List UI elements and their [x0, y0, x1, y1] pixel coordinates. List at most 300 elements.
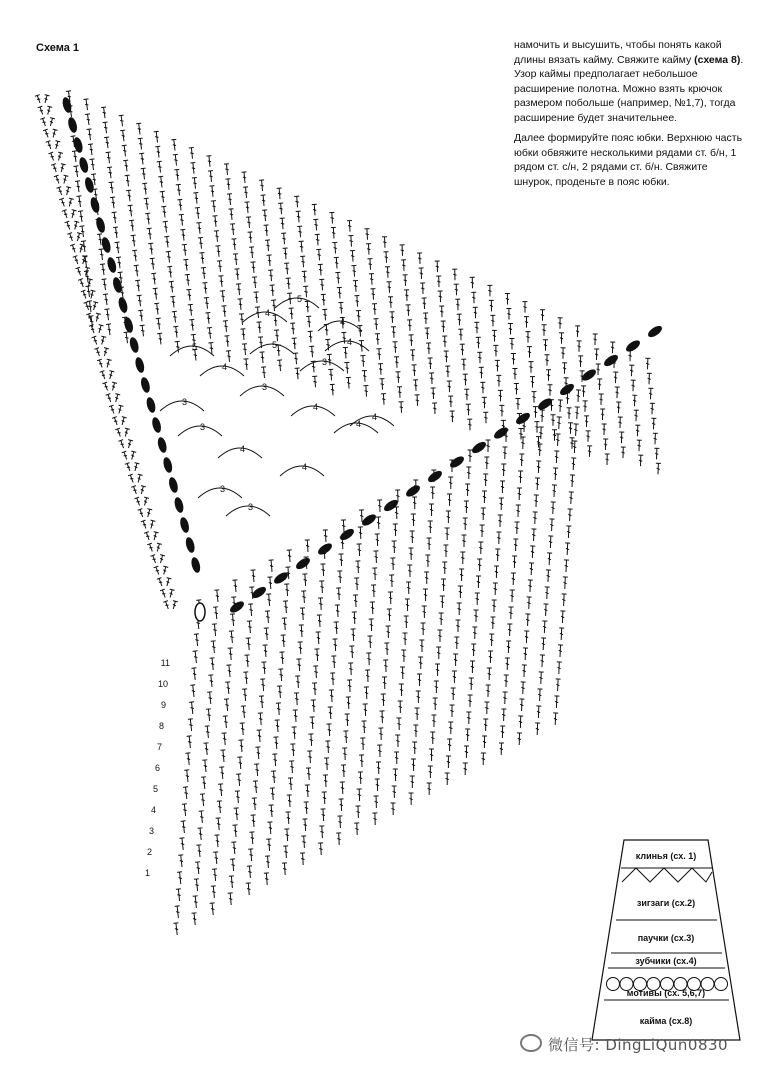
double-crochet-stitch — [547, 553, 552, 565]
double-crochet-stitch — [137, 295, 143, 307]
double-crochet-stitch — [312, 204, 318, 215]
double-crochet-stitch — [448, 396, 453, 407]
double-crochet-stitch — [426, 343, 431, 354]
double-crochet-stitch — [38, 106, 45, 115]
double-crochet-stitch — [229, 876, 235, 888]
double-crochet-stitch — [120, 417, 127, 426]
double-crochet-stitch — [542, 325, 547, 336]
double-crochet-stitch — [528, 362, 533, 373]
double-crochet-stitch — [307, 751, 313, 763]
double-crochet-stitch — [78, 279, 85, 288]
double-crochet-stitch — [354, 823, 359, 835]
double-crochet-stitch — [144, 198, 150, 210]
double-crochet-stitch — [369, 274, 375, 285]
double-crochet-stitch — [380, 711, 385, 723]
double-crochet-stitch — [154, 566, 161, 575]
double-crochet-stitch — [158, 555, 165, 564]
double-crochet-stitch — [424, 572, 429, 584]
double-crochet-stitch — [246, 217, 252, 228]
double-crochet-stitch — [109, 182, 115, 194]
double-crochet-stitch — [422, 298, 427, 309]
double-crochet-stitch — [602, 424, 607, 435]
double-crochet-stitch — [388, 297, 393, 308]
double-crochet-stitch — [147, 228, 153, 240]
double-crochet-stitch — [205, 313, 211, 324]
chain-stitch — [492, 425, 510, 441]
double-crochet-stitch — [94, 313, 101, 322]
double-crochet-stitch — [168, 589, 175, 598]
double-crochet-stitch — [401, 260, 406, 271]
double-crochet-stitch — [296, 211, 302, 222]
double-crochet-stitch — [570, 475, 575, 487]
double-crochet-stitch — [100, 371, 107, 380]
double-crochet-stitch — [150, 555, 157, 564]
double-crochet-stitch — [103, 122, 109, 134]
double-crochet-stitch — [504, 675, 509, 687]
double-crochet-stitch — [267, 822, 273, 834]
double-crochet-stitch — [273, 315, 279, 326]
double-crochet-stitch — [293, 353, 299, 364]
double-crochet-stitch — [568, 492, 573, 504]
double-crochet-stitch — [48, 118, 55, 127]
motif-number: 4 — [240, 444, 246, 454]
double-crochet-stitch — [464, 501, 469, 513]
double-crochet-stitch — [436, 647, 441, 659]
double-crochet-stitch — [324, 758, 330, 770]
motif-number: 4 — [356, 419, 362, 429]
double-crochet-stitch — [278, 669, 284, 681]
double-crochet-stitch — [142, 183, 148, 195]
double-crochet-stitch — [442, 562, 447, 574]
double-crochet-stitch — [239, 314, 245, 325]
double-crochet-stitch — [65, 221, 72, 230]
section-label-border: кайма (сх.8) — [639, 1016, 693, 1026]
double-crochet-stitch — [553, 713, 558, 725]
double-crochet-stitch — [543, 340, 548, 351]
double-crochet-stitch — [562, 577, 567, 589]
double-crochet-stitch — [352, 612, 357, 624]
double-crochet-stitch — [422, 606, 427, 618]
double-crochet-stitch — [151, 273, 157, 285]
double-crochet-stitch — [476, 576, 481, 588]
double-crochet-stitch — [225, 179, 231, 190]
double-crochet-stitch — [453, 654, 458, 666]
double-crochet-stitch — [283, 846, 289, 858]
double-crochet-stitch — [265, 240, 271, 251]
double-crochet-stitch — [234, 808, 240, 820]
double-crochet-stitch — [157, 578, 164, 587]
double-crochet-stitch — [261, 367, 267, 378]
double-crochet-stitch — [126, 440, 133, 449]
double-crochet-stitch — [420, 283, 425, 294]
double-crochet-stitch — [164, 578, 171, 587]
double-crochet-stitch — [218, 784, 224, 796]
double-crochet-stitch — [568, 423, 573, 434]
double-crochet-stitch — [458, 586, 463, 598]
double-crochet-stitch — [258, 713, 264, 725]
double-crochet-stitch — [118, 440, 125, 449]
double-crochet-stitch — [335, 272, 341, 283]
double-crochet-stitch — [502, 692, 507, 704]
double-crochet-stitch — [464, 389, 469, 400]
double-crochet-stitch — [523, 648, 528, 660]
double-crochet-stitch — [110, 197, 116, 209]
double-crochet-stitch — [283, 248, 289, 259]
chain-stitch — [117, 296, 129, 314]
double-crochet-stitch — [413, 725, 418, 737]
row-number: 11 — [160, 658, 170, 668]
chain-stitch — [139, 376, 151, 394]
double-crochet-stitch — [179, 214, 185, 225]
motif-number: 4 — [340, 317, 346, 327]
double-crochet-stitch — [139, 486, 146, 495]
double-crochet-stitch — [397, 387, 402, 398]
double-crochet-stitch — [546, 570, 551, 582]
double-crochet-stitch — [567, 408, 572, 419]
scheme-title: Схема 1 — [36, 42, 80, 54]
double-crochet-stitch — [314, 649, 320, 661]
chain-stitch — [470, 440, 488, 456]
double-crochet-stitch — [411, 514, 416, 526]
double-crochet-stitch — [76, 196, 82, 208]
double-crochet-stitch — [299, 625, 305, 637]
double-crochet-stitch — [249, 247, 255, 258]
double-crochet-stitch — [512, 368, 517, 379]
row-number: 7 — [156, 742, 162, 752]
double-crochet-stitch — [272, 754, 278, 766]
double-crochet-stitch — [471, 644, 476, 656]
double-crochet-stitch — [128, 205, 134, 217]
double-crochet-stitch — [538, 672, 543, 684]
double-crochet-stitch — [538, 427, 543, 439]
section-label-spiders: паучки (сх.3) — [637, 933, 695, 943]
double-crochet-stitch — [310, 717, 316, 729]
double-crochet-stitch — [406, 305, 411, 316]
double-crochet-stitch — [237, 757, 243, 769]
double-crochet-stitch — [445, 528, 450, 540]
double-crochet-stitch — [651, 418, 656, 429]
double-crochet-stitch — [328, 369, 334, 380]
double-crochet-stitch — [101, 107, 107, 119]
double-crochet-stitch — [237, 299, 243, 310]
instructions-paragraph-2: Далее формируйте пояс юбки. Верхнюю часть юбки обвяжите несколькими рядами ст. б/н, 1 рядом ст. с/н, 2 рядами ст. б/н. Свяжите шнурок, проденьте в пояс юбки. — [514, 132, 743, 188]
double-crochet-stitch — [282, 618, 288, 630]
double-crochet-stitch — [394, 507, 399, 519]
double-crochet-stitch — [483, 474, 488, 486]
chain-stitch — [184, 536, 196, 554]
double-crochet-stitch — [204, 743, 210, 755]
double-crochet-stitch — [376, 517, 381, 529]
double-crochet-stitch — [75, 233, 82, 242]
row-number: 10 — [157, 679, 168, 689]
double-crochet-stitch — [319, 826, 325, 838]
double-crochet-stitch — [400, 245, 405, 256]
double-crochet-stitch — [166, 251, 172, 262]
double-crochet-stitch — [499, 743, 504, 755]
double-crochet-stitch — [213, 607, 219, 619]
double-crochet-stitch — [295, 676, 301, 688]
double-crochet-stitch — [391, 327, 396, 338]
double-crochet-stitch — [508, 323, 513, 334]
double-crochet-stitch — [417, 674, 422, 686]
double-crochet-stitch — [428, 358, 433, 369]
double-crochet-stitch — [483, 719, 488, 731]
double-crochet-stitch — [637, 440, 642, 451]
double-crochet-stitch — [102, 382, 109, 391]
double-crochet-stitch — [138, 138, 144, 150]
double-crochet-stitch — [270, 285, 276, 296]
double-crochet-stitch — [92, 336, 99, 345]
double-crochet-stitch — [466, 712, 471, 724]
double-crochet-stitch — [129, 220, 135, 232]
double-crochet-stitch — [533, 407, 538, 418]
double-crochet-stitch — [399, 402, 404, 413]
double-crochet-stitch — [416, 691, 421, 703]
double-crochet-stitch — [355, 561, 360, 573]
double-crochet-stitch — [211, 886, 217, 898]
double-crochet-stitch — [312, 376, 318, 387]
double-crochet-stitch — [430, 732, 435, 744]
double-crochet-stitch — [230, 614, 236, 626]
chain-stitch — [89, 196, 101, 214]
double-crochet-stitch — [313, 666, 319, 678]
double-crochet-stitch — [498, 515, 503, 527]
double-crochet-stitch — [401, 650, 406, 662]
double-crochet-stitch — [136, 474, 143, 483]
double-crochet-stitch — [329, 690, 335, 702]
double-crochet-stitch — [78, 244, 85, 253]
double-crochet-stitch — [450, 705, 455, 717]
double-crochet-stitch — [174, 169, 180, 180]
row-number: 5 — [152, 784, 158, 794]
double-crochet-stitch — [178, 855, 184, 867]
double-crochet-stitch — [305, 785, 311, 797]
double-crochet-stitch — [384, 643, 389, 655]
double-crochet-stitch — [318, 264, 324, 275]
double-crochet-stitch — [412, 497, 417, 509]
double-crochet-stitch — [198, 828, 204, 840]
double-crochet-stitch — [43, 129, 50, 138]
double-crochet-stitch — [134, 265, 140, 277]
watermark: 微信号: DingLiQun0830 — [520, 1034, 728, 1055]
double-crochet-stitch — [251, 570, 257, 582]
double-crochet-stitch — [243, 187, 249, 198]
double-crochet-stitch — [363, 385, 369, 396]
double-crochet-stitch — [90, 159, 96, 171]
double-crochet-stitch — [189, 319, 195, 330]
double-crochet-stitch — [305, 540, 311, 552]
double-crochet-stitch — [164, 236, 170, 247]
double-crochet-stitch — [355, 806, 360, 818]
double-crochet-stitch — [243, 672, 249, 684]
double-crochet-stitch — [148, 520, 155, 529]
double-crochet-stitch — [335, 605, 341, 617]
double-crochet-stitch — [138, 310, 144, 322]
section-label-zigzags: зигзаги (сх.2) — [636, 898, 696, 908]
double-crochet-stitch — [447, 739, 452, 751]
double-crochet-stitch — [157, 161, 163, 172]
double-crochet-stitch — [477, 352, 482, 363]
double-crochet-stitch — [144, 532, 151, 541]
double-crochet-stitch — [498, 390, 503, 401]
double-crochet-stitch — [86, 313, 93, 322]
double-crochet-stitch — [211, 201, 217, 212]
double-crochet-stitch — [558, 400, 563, 412]
chain-stitch — [602, 353, 620, 369]
double-crochet-stitch — [233, 254, 239, 265]
double-crochet-stitch — [104, 137, 110, 149]
double-crochet-stitch — [501, 464, 506, 476]
double-crochet-stitch — [444, 351, 449, 362]
double-crochet-stitch — [192, 178, 198, 189]
double-crochet-stitch — [494, 566, 499, 578]
double-crochet-stitch — [396, 718, 401, 730]
double-crochet-stitch — [190, 685, 196, 697]
double-crochet-stitch — [441, 579, 446, 591]
double-crochet-stitch — [271, 300, 277, 311]
double-crochet-stitch — [499, 405, 504, 416]
double-crochet-stitch — [488, 651, 493, 663]
double-crochet-stitch — [490, 617, 495, 629]
double-crochet-stitch — [505, 658, 510, 670]
double-crochet-stitch — [487, 285, 492, 296]
double-crochet-stitch — [366, 653, 371, 665]
motif-number: 3 — [220, 484, 226, 494]
double-crochet-stitch — [167, 266, 173, 277]
double-crochet-stitch — [395, 735, 400, 747]
double-crochet-stitch — [255, 747, 261, 759]
double-crochet-stitch — [462, 535, 467, 547]
double-crochet-stitch — [406, 582, 411, 594]
double-crochet-stitch — [419, 268, 424, 279]
chain-stitch — [111, 276, 123, 294]
double-crochet-stitch — [354, 295, 360, 306]
double-crochet-stitch — [442, 336, 447, 347]
double-crochet-stitch — [212, 216, 218, 227]
double-crochet-stitch — [347, 680, 352, 692]
double-crochet-stitch — [431, 715, 436, 727]
double-crochet-stitch — [277, 686, 283, 698]
double-crochet-stitch — [506, 641, 511, 653]
double-crochet-stitch — [327, 724, 333, 736]
double-crochet-stitch — [269, 805, 275, 817]
chain-stitch — [624, 338, 642, 354]
section-label-wedges: клинья (сх. 1) — [635, 851, 697, 861]
double-crochet-stitch — [283, 601, 289, 613]
double-crochet-stitch — [429, 749, 434, 761]
double-crochet-stitch — [102, 348, 109, 357]
double-crochet-stitch — [246, 638, 252, 650]
double-crochet-stitch — [464, 746, 469, 758]
double-crochet-stitch — [346, 697, 351, 709]
double-crochet-stitch — [245, 202, 251, 213]
double-crochet-stitch — [385, 267, 390, 278]
double-crochet-stitch — [73, 166, 79, 178]
double-crochet-stitch — [202, 283, 208, 294]
double-crochet-stitch — [470, 277, 475, 288]
double-crochet-stitch — [465, 729, 470, 741]
double-crochet-stitch — [536, 706, 541, 718]
double-crochet-stitch — [246, 883, 252, 895]
double-crochet-stitch — [257, 730, 263, 742]
section-label-motifs: мотивы (сх. 5,6,7) — [626, 988, 706, 998]
double-crochet-stitch — [136, 123, 142, 135]
double-crochet-stitch — [61, 175, 68, 184]
double-crochet-stitch — [375, 334, 381, 345]
double-crochet-stitch — [334, 622, 340, 634]
double-crochet-stitch — [541, 638, 546, 650]
double-crochet-stitch — [474, 322, 479, 333]
double-crochet-stitch — [411, 759, 416, 771]
double-crochet-stitch — [382, 237, 387, 248]
double-crochet-stitch — [292, 338, 298, 349]
double-crochet-stitch — [316, 632, 322, 644]
double-crochet-stitch — [131, 235, 137, 247]
instructions-paragraph-1: намочить и высушить, чтобы понять какой длины вязать кайму. Свяжите кайму (схема 8). Узор каймы предполагает небольшое расширение полотна. Можно взять крючок размером побольше (например, №1,7), тогда расширение будет значительнее. — [514, 39, 744, 124]
double-crochet-stitch — [367, 259, 373, 270]
double-crochet-stitch — [457, 603, 462, 615]
double-crochet-stitch — [99, 249, 105, 261]
double-crochet-stitch — [428, 521, 433, 533]
double-crochet-stitch — [500, 726, 505, 738]
double-crochet-stitch — [218, 276, 224, 287]
double-crochet-stitch — [171, 139, 177, 150]
double-crochet-stitch — [252, 798, 258, 810]
chain-stitch — [145, 396, 157, 414]
double-crochet-stitch — [106, 324, 112, 336]
double-crochet-stitch — [242, 172, 248, 183]
double-crochet-stitch — [616, 402, 621, 413]
double-crochet-stitch — [435, 261, 440, 272]
double-crochet-stitch — [245, 655, 251, 667]
double-crochet-stitch — [173, 923, 179, 935]
double-crochet-stitch — [427, 538, 432, 550]
double-crochet-stitch — [107, 371, 114, 380]
double-crochet-stitch — [171, 601, 178, 610]
double-crochet-stitch — [480, 382, 485, 393]
double-crochet-stitch — [281, 233, 287, 244]
double-crochet-stitch — [351, 265, 357, 276]
double-crochet-stitch — [561, 348, 566, 359]
double-crochet-stitch — [163, 601, 170, 610]
double-crochet-stitch — [653, 433, 658, 444]
double-crochet-stitch — [463, 763, 468, 775]
double-crochet-stitch — [396, 372, 401, 383]
double-crochet-stitch — [409, 335, 414, 346]
double-crochet-stitch — [224, 336, 230, 347]
double-crochet-stitch — [206, 709, 212, 721]
double-crochet-stitch — [540, 310, 545, 321]
double-crochet-stitch — [286, 278, 292, 289]
double-crochet-stitch — [405, 599, 410, 611]
chain-stitch — [190, 556, 202, 574]
double-crochet-stitch — [392, 786, 397, 798]
chain-stitch — [404, 483, 422, 499]
double-crochet-stitch — [404, 616, 409, 628]
double-crochet-stitch — [402, 633, 407, 645]
double-crochet-stitch — [489, 300, 494, 311]
double-crochet-stitch — [578, 356, 583, 367]
double-crochet-stitch — [278, 203, 284, 214]
double-crochet-stitch — [132, 250, 138, 262]
double-crochet-stitch — [540, 655, 545, 667]
double-crochet-stitch — [59, 198, 66, 207]
double-crochet-stitch — [619, 432, 624, 443]
double-crochet-stitch — [412, 742, 417, 754]
double-crochet-stitch — [240, 723, 246, 735]
double-crochet-stitch — [48, 152, 55, 161]
double-crochet-stitch — [437, 630, 442, 642]
